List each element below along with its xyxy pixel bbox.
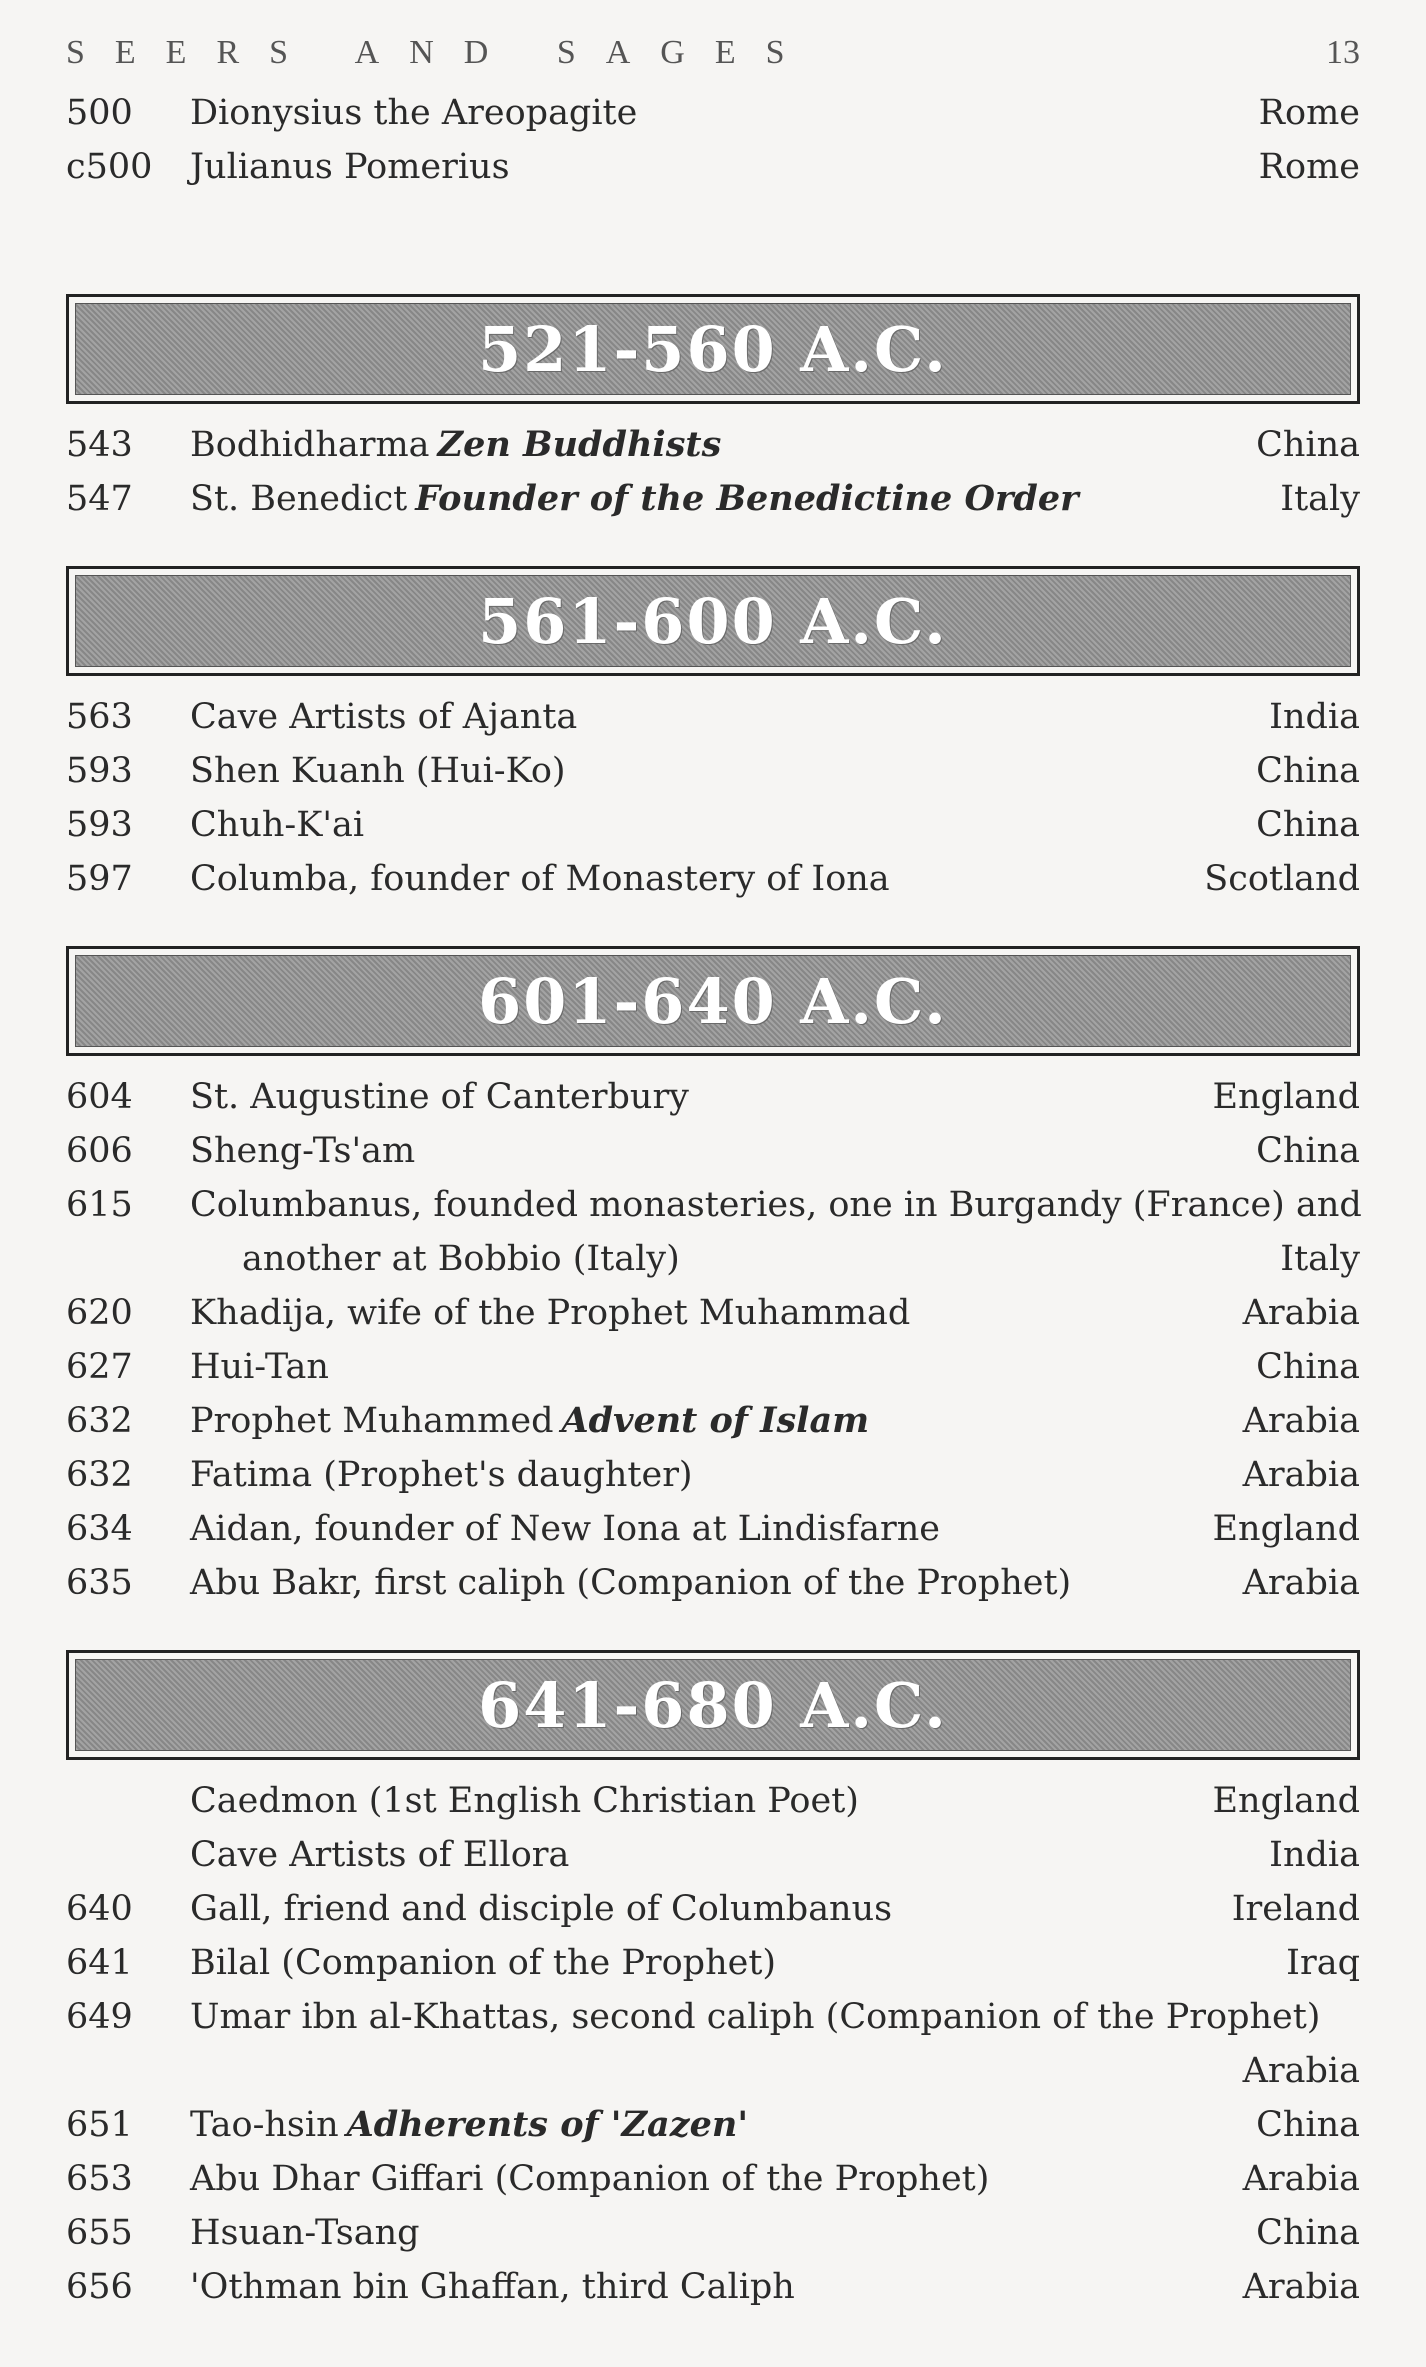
entry-place: Arabia (1242, 2159, 1360, 2199)
entry-year: 563 (66, 697, 133, 737)
entry-row (66, 1394, 1360, 1448)
entry-continuation (66, 2044, 1360, 2098)
entry-row (66, 2260, 1360, 2314)
entry-place: Rome (1258, 93, 1360, 133)
entry-name-continuation: another at Bobbio (Italy) (242, 1239, 680, 1279)
entry-name: Gall, friend and disciple of Columbanus (190, 1889, 893, 1929)
entry-year: 615 (66, 1185, 133, 1225)
entry-year: c500 (66, 147, 153, 187)
entry-place: Arabia (1242, 2267, 1360, 2307)
entry-name: Umar ibn al-Khattas, second caliph (Companion of the Prophet) (190, 1997, 1321, 2037)
entry-place: China (1256, 2105, 1360, 2145)
period-banner (66, 946, 1360, 1056)
entry-place: Arabia (1242, 2051, 1360, 2091)
entry-place: China (1256, 1347, 1360, 1387)
entry-row (66, 1178, 1360, 1232)
entry-row (66, 1448, 1360, 1502)
entry-note: Adherents of 'Zazen' (346, 2104, 749, 2145)
entry-place: Scotland (1204, 859, 1360, 899)
entry-place: China (1256, 805, 1360, 845)
entry-list-561-600 (66, 690, 1360, 906)
entry-place: Arabia (1242, 1563, 1360, 1603)
entry-year: 632 (66, 1455, 133, 1495)
entry-row (66, 1774, 1360, 1828)
entry-row (66, 1502, 1360, 1556)
entry-name: Hsuan-Tsang (190, 2213, 420, 2253)
entry-row (66, 690, 1360, 744)
entry-name: Caedmon (1st English Christian Poet) (190, 1781, 859, 1821)
entry-name: Columba, founder of Monastery of Iona (190, 859, 890, 899)
entry-place: England (1212, 1509, 1360, 1549)
running-title: SEERS AND SAGES (66, 34, 815, 71)
entry-name: Chuh-K'ai (190, 805, 365, 845)
entry-row (66, 2206, 1360, 2260)
entry-year: 656 (66, 2267, 133, 2307)
section-641-680 (66, 1650, 1360, 1760)
page-number: 13 (1326, 34, 1360, 71)
entry-row (66, 1990, 1360, 2044)
entry-row (66, 1936, 1360, 1990)
entry-note: Advent of Islam (561, 1400, 870, 1441)
entry-year: 627 (66, 1347, 133, 1387)
entry-list-top (66, 86, 1360, 194)
entry-year: 653 (66, 2159, 133, 2199)
entry-name: 'Othman bin Ghaffan, third Caliph (190, 2267, 795, 2307)
entry-row (66, 472, 1360, 526)
entry-year: 641 (66, 1943, 133, 1983)
entry-year: 635 (66, 1563, 133, 1603)
entry-place: Iraq (1286, 1943, 1360, 1983)
entry-row (66, 86, 1360, 140)
entry-year: 651 (66, 2105, 133, 2145)
entry-place: Ireland (1231, 1889, 1360, 1929)
entry-place: Rome (1258, 147, 1360, 187)
entry-place: Italy (1280, 479, 1360, 519)
entry-row (66, 2098, 1360, 2152)
period-title: 601-640 A.C. (478, 964, 948, 1038)
entry-list-521-560 (66, 418, 1360, 526)
entry-place: Italy (1280, 1239, 1360, 1279)
section-521-560 (66, 294, 1360, 404)
entry-place: China (1256, 425, 1360, 465)
entry-row (66, 1556, 1360, 1610)
entry-name: Abu Bakr, first caliph (Companion of the Prophet) (190, 1563, 1072, 1603)
entry-place: China (1256, 2213, 1360, 2253)
period-title: 521-560 A.C. (478, 312, 948, 386)
entry-name: Abu Dhar Giffari (Companion of the Prophet) (190, 2159, 990, 2199)
entry-place: India (1269, 697, 1360, 737)
entry-place: India (1269, 1835, 1360, 1875)
entry-year: 543 (66, 425, 133, 465)
entry-name: Hui-Tan (190, 1347, 329, 1387)
entry-list-601-640 (66, 1070, 1360, 1610)
entry-year: 620 (66, 1293, 133, 1333)
period-banner (66, 566, 1360, 676)
entry-row (66, 1340, 1360, 1394)
period-title: 561-600 A.C. (478, 584, 948, 658)
entry-name: Tao-hsin Adherents of 'Zazen' (190, 2104, 749, 2145)
entry-note: Founder of the Benedictine Order (415, 478, 1079, 519)
entry-place: China (1256, 751, 1360, 791)
entry-name: Cave Artists of Ellora (190, 1835, 570, 1875)
entry-row (66, 2152, 1360, 2206)
entry-row (66, 140, 1360, 194)
entry-continuation (66, 1232, 1360, 1286)
entry-name: St. Augustine of Canterbury (190, 1077, 689, 1117)
entry-year: 593 (66, 751, 133, 791)
entry-name: Shen Kuanh (Hui-Ko) (190, 751, 566, 791)
entry-year: 593 (66, 805, 133, 845)
entry-row (66, 744, 1360, 798)
entry-year: 655 (66, 2213, 133, 2253)
entry-place: Arabia (1242, 1455, 1360, 1495)
entry-name: Sheng-Ts'am (190, 1131, 416, 1171)
entry-year: 500 (66, 93, 133, 133)
entry-row (66, 1828, 1360, 1882)
entry-place: China (1256, 1131, 1360, 1171)
entry-name: Aidan, founder of New Iona at Lindisfarne (190, 1509, 941, 1549)
entry-name: Bilal (Companion of the Prophet) (190, 1943, 777, 1983)
period-banner (66, 1650, 1360, 1760)
entry-year: 649 (66, 1997, 133, 2037)
entry-year: 634 (66, 1509, 133, 1549)
entry-place: Arabia (1242, 1401, 1360, 1441)
entry-year: 547 (66, 479, 133, 519)
entry-row (66, 852, 1360, 906)
entry-row (66, 798, 1360, 852)
entry-name: Cave Artists of Ajanta (190, 697, 578, 737)
entry-year: 597 (66, 859, 133, 899)
period-banner (66, 294, 1360, 404)
entry-name: Columbanus, founded monasteries, one in Burgandy (France) and (190, 1185, 1362, 1225)
entry-row (66, 1124, 1360, 1178)
entry-name: Dionysius the Areopagite (190, 93, 638, 133)
entry-name: Bodhidharma Zen Buddhists (190, 424, 722, 465)
entry-year: 640 (66, 1889, 133, 1929)
section-561-600 (66, 566, 1360, 676)
period-title: 641-680 A.C. (478, 1668, 948, 1742)
entry-row (66, 1286, 1360, 1340)
entry-name: Khadija, wife of the Prophet Muhammad (190, 1293, 911, 1333)
entry-year: 632 (66, 1401, 133, 1441)
entry-year: 606 (66, 1131, 133, 1171)
entry-year: 604 (66, 1077, 133, 1117)
entry-name: Fatima (Prophet's daughter) (190, 1455, 693, 1495)
entry-note: Zen Buddhists (437, 424, 722, 465)
entry-name: St. Benedict Founder of the Benedictine Order (190, 478, 1079, 519)
section-601-640 (66, 946, 1360, 1056)
entry-row (66, 1882, 1360, 1936)
entry-list-641-680 (66, 1774, 1360, 2314)
entry-name: Julianus Pomerius (190, 147, 510, 187)
entry-row (66, 1070, 1360, 1124)
entry-place: Arabia (1242, 1293, 1360, 1333)
entry-row (66, 418, 1360, 472)
entry-place: England (1212, 1781, 1360, 1821)
entry-name: Prophet Muhammed Advent of Islam (190, 1400, 870, 1441)
running-head (66, 34, 1360, 74)
entry-place: England (1212, 1077, 1360, 1117)
